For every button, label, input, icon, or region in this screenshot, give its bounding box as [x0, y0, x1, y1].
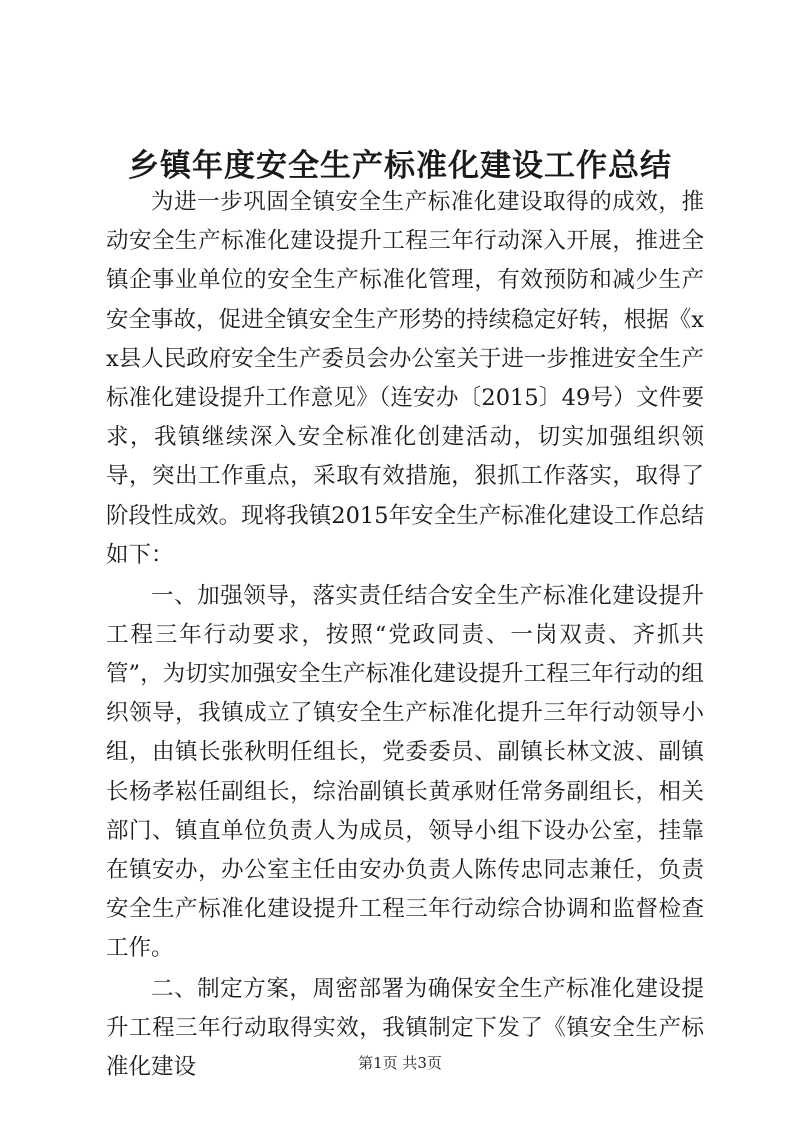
- page-number-footer: 第1页 共3页: [358, 1054, 442, 1072]
- paragraph-section-one: 一、加强领导，落实责任结合安全生产标准化建设提升工程三年行动要求，按照“党政同责、一岗双责、齐抓共管”，为切实加强安全生产标准化建设提升工程三年行动的组织领导，我镇成立了镇安全生产标准化提升三年行动领导小组，由镇长张秋明任组长，党委委员、副镇长林文波、副镇长杨孝崧任副组长，综治副镇长黄承财任常务副组长，相关部门、镇直单位负责人为成员，领导小组下设办公室，挂靠在镇安办，办公室主任由安办负责人陈传忠同志兼任，负责安全生产标准化建设提升工程三年行动综合协调和监督检查工作。: [106, 582, 704, 962]
- document-body: [106, 183, 704, 1088]
- paragraph-intro: 为进一步巩固全镇安全生产标准化建设取得的成效，推动安全生产标准化建设提升工程三年行动深入开展，推进全镇企事业单位的安全生产标准化管理，有效预防和减少生产安全事故，促进全镇安全生产形势的持续稳定好转，根据《xx县人民政府安全生产委员会办公室关于进一步推进安全生产标准化建设提升工作意见》（连安办〔2015〕49号）文件要求，我镇继续深入安全标准化创建活动，切实加强组织领导，突出工作重点，采取有效措施，狠抓工作落实，取得了阶段性成效。现将我镇2015年安全生产标准化建设工作总结如下：: [106, 189, 704, 568]
- document-title: 乡镇年度安全生产标准化建设工作总结: [128, 148, 672, 184]
- paragraph-section-two: 二、制定方案，周密部署为确保安全生产标准化建设提升工程三年行动取得实效，我镇制定下发了《镇安全生产标准化建设: [106, 976, 704, 1081]
